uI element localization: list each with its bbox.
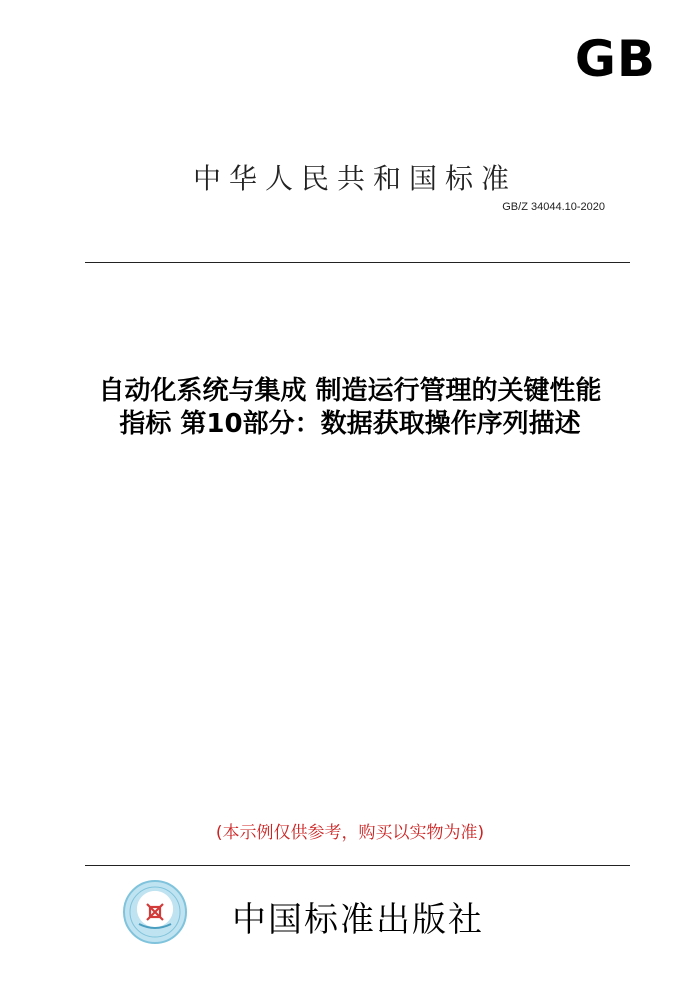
seal-emblem-icon — [125, 882, 185, 942]
publisher-seal-icon — [123, 880, 187, 944]
sample-notice: (本示例仅供参考，购买以实物为准) — [215, 823, 485, 843]
publisher-name: 中国标准出版社 — [232, 900, 484, 940]
standard-number: GB/Z 34044.10-2020 — [502, 201, 605, 213]
bottom-divider — [85, 865, 630, 866]
document-title-line-1: 自动化系统与集成 制造运行管理的关键性能 — [98, 376, 602, 406]
document-title-line-2: 指标 第10部分：数据获取操作序列描述 — [119, 409, 581, 439]
top-divider — [85, 262, 630, 263]
document-title — [20, 375, 680, 441]
national-standard-heading: 中华人民共和国标准 — [192, 162, 517, 195]
gb-logo: GB — [574, 30, 656, 88]
